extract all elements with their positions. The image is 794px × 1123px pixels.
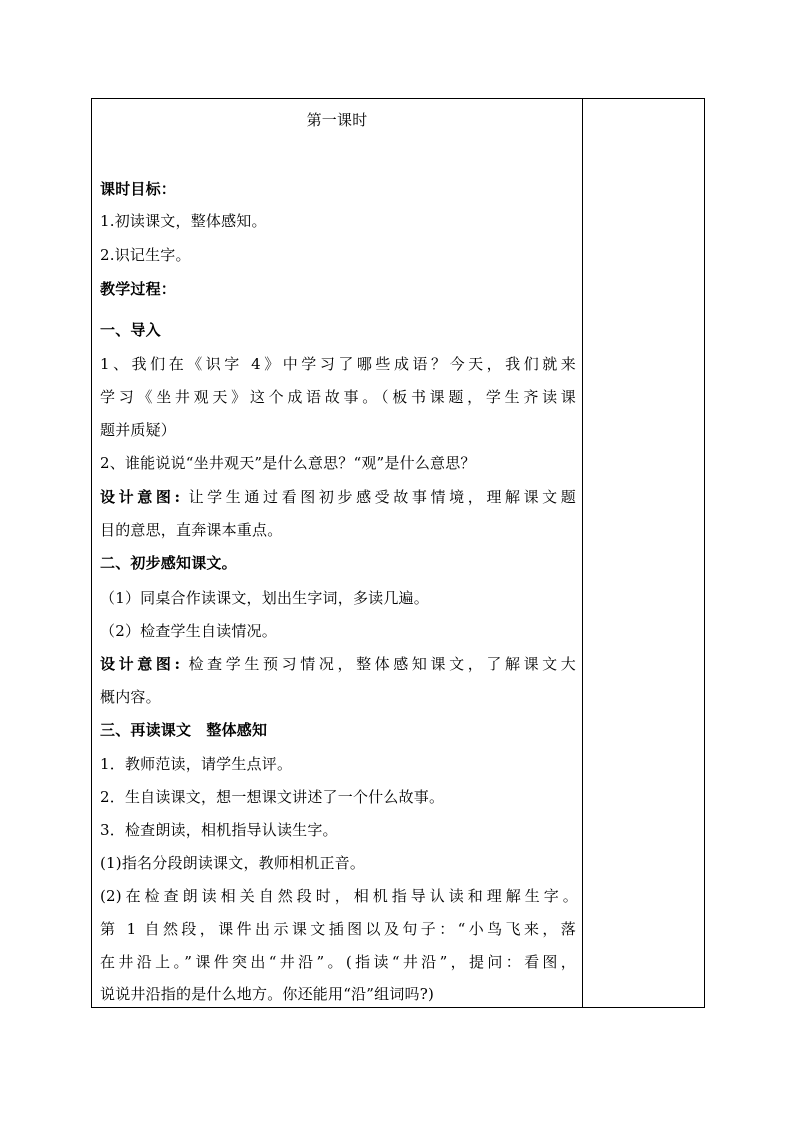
objective-item: 2.识记生字。 xyxy=(100,246,191,264)
paragraph-line: 题并质疑） xyxy=(100,421,177,439)
paragraph-line: （2）检查学生自读情况。 xyxy=(100,622,277,640)
paragraph-line: 1．教师范读，请学生点评。 xyxy=(100,755,293,773)
paragraph-line: 1、我们在《识字 4》中学习了哪些成语？今天，我们就来 xyxy=(100,355,576,373)
section-heading: 二、初步感知课文。 xyxy=(100,554,237,572)
paragraph-line: 学习《坐井观天》这个成语故事。（板书课题，学生齐读课 xyxy=(100,388,576,406)
lesson-content-cell xyxy=(92,99,582,1007)
lesson-title: 第一课时 xyxy=(306,111,368,129)
design-intent-label: 设计意图: xyxy=(100,655,181,673)
lesson-plan-table xyxy=(91,98,705,1008)
objective-item: 1.初读课文，整体感知。 xyxy=(100,212,267,230)
section-heading: 三、再读课文 整体感知 xyxy=(100,721,268,739)
paragraph-line: (2)在检查朗读相关自然段时，相机指导认读和理解生字。 xyxy=(100,887,578,905)
section-heading: 一、导入 xyxy=(100,321,161,339)
paragraph-line: 2．生自读课文，想一想课文讲述了一个什么故事。 xyxy=(100,788,445,806)
process-heading: 教学过程： xyxy=(100,280,177,298)
paragraph-line: (1)指名分段朗读课文，教师相机正音。 xyxy=(100,854,366,872)
paragraph-line: （1）同桌合作读课文，划出生字词，多读几遍。 xyxy=(100,589,429,607)
objectives-heading: 课时目标： xyxy=(100,180,177,198)
paragraph-line: 3．检查朗读，相机指导认读生字。 xyxy=(100,821,338,839)
paragraph-line: 目的意思，直奔课本重点。 xyxy=(100,521,283,539)
design-intent xyxy=(100,653,576,674)
paragraph-line: 2、谁能说说“坐井观天”是什么意思？“观”是什么意思？ xyxy=(100,454,476,472)
design-intent-text: 检查学生预习情况，整体感知课文，了解课文大 xyxy=(180,655,576,673)
paragraph-line: 概内容。 xyxy=(100,688,161,706)
column-divider xyxy=(582,99,583,1007)
design-intent xyxy=(100,486,576,507)
design-intent-label: 设计意图: xyxy=(100,488,181,506)
paragraph-line: 第 1 自然段，课件出示课文插图以及句子：“小鸟飞来，落 xyxy=(100,920,576,938)
design-intent-text: 让学生通过看图初步感受故事情境，理解课文题 xyxy=(180,488,576,506)
paragraph-line: 在井沿上。”课件突出“井沿”。(指读“井沿”，提问：看图， xyxy=(100,953,576,971)
paragraph-line: 说说井沿指的是什么地方。你还能用“沿”组词吗?) xyxy=(100,985,435,1003)
